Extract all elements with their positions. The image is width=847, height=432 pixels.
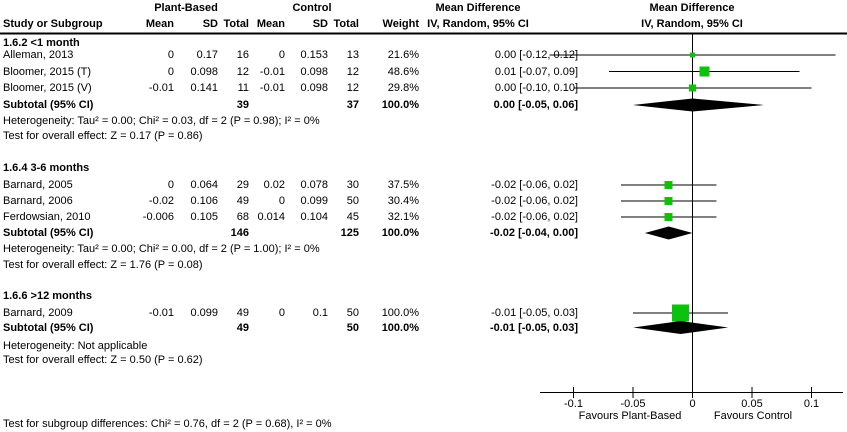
group1-header: Plant-Based xyxy=(154,2,218,14)
cell-mean1: 0 xyxy=(167,49,174,61)
axis-tick-label: -0.05 xyxy=(620,398,646,410)
cell-sd2: 0.1 xyxy=(312,307,328,319)
cell-sd2: 0.153 xyxy=(300,49,328,61)
subtotal-total2: 37 xyxy=(346,99,359,111)
subtotal-ci: 0.00 [-0.05, 0.06] xyxy=(493,99,578,111)
subtotal-weight: 100.0% xyxy=(381,99,419,111)
cell-total1: 12 xyxy=(236,65,249,78)
col-header-total1: Total xyxy=(223,18,249,30)
cell-total1: 29 xyxy=(236,179,249,191)
heterogeneity-text: Heterogeneity: Tau² = 0.00; Chi² = 0.00, df = 2 (P = 1.00); I² = 0% xyxy=(3,243,320,255)
cell-mean2: -0.01 xyxy=(259,65,285,78)
study-name: Bloomer, 2015 (T) xyxy=(3,65,92,78)
axis-tick-label: 0.1 xyxy=(803,398,820,410)
cell-sd1: 0.098 xyxy=(190,65,218,78)
effect-square xyxy=(672,305,689,322)
plot-title: Mean Difference xyxy=(649,2,735,14)
cell-ci: -0.01 [-0.05, 0.03] xyxy=(491,307,578,319)
subtotal-ci: -0.01 [-0.05, 0.03] xyxy=(489,321,578,334)
subtotal-weight: 100.0% xyxy=(381,321,419,334)
cell-mean1: -0.02 xyxy=(148,195,174,207)
col-header-sd2: SD xyxy=(312,18,328,30)
cell-mean2: 0.02 xyxy=(263,179,285,191)
effect-square xyxy=(690,53,695,58)
subtotal-diamond xyxy=(645,227,693,240)
study-name: Alleman, 2013 xyxy=(3,49,74,61)
study-name: Barnard, 2005 xyxy=(3,179,73,191)
effect-square xyxy=(665,181,673,189)
cell-sd1: 0.106 xyxy=(190,195,218,207)
cell-weight: 48.6% xyxy=(387,65,419,78)
cell-sd2: 0.078 xyxy=(300,179,328,191)
subgroup-differences-text: Test for subgroup differences: Chi² = 0.76, df = 2 (P = 0.68), I² = 0% xyxy=(3,418,332,430)
cell-mean1: -0.01 xyxy=(148,307,174,319)
cell-total2: 50 xyxy=(346,195,359,207)
cell-ci: -0.02 [-0.06, 0.02] xyxy=(491,195,578,207)
cell-mean1: -0.01 xyxy=(148,82,174,94)
cell-total1: 68 xyxy=(236,211,249,223)
overall-effect-text: Test for overall effect: Z = 0.17 (P = 0.86) xyxy=(3,130,203,142)
cell-total2: 12 xyxy=(346,65,359,78)
cell-weight: 100.0% xyxy=(381,307,419,319)
cell-mean1: 0 xyxy=(167,179,174,191)
cell-weight: 21.6% xyxy=(387,49,419,61)
cell-total2: 30 xyxy=(346,179,359,191)
cell-mean2: 0 xyxy=(278,307,285,319)
subtotal-total1: 49 xyxy=(236,321,249,334)
cell-total2: 12 xyxy=(346,82,359,94)
overall-effect-text: Test for overall effect: Z = 1.76 (P = 0.08) xyxy=(3,258,203,271)
cell-total2: 13 xyxy=(346,49,359,61)
subtotal-ci: -0.02 [-0.04, 0.00] xyxy=(489,227,578,239)
cell-ci: 0.01 [-0.07, 0.09] xyxy=(494,65,578,78)
cell-mean1: -0.006 xyxy=(142,211,174,223)
study-name: Barnard, 2006 xyxy=(3,195,73,207)
cell-ci: 0.00 [-0.10, 0.10] xyxy=(494,82,578,94)
subtotal-diamond xyxy=(633,321,728,334)
cell-total1: 49 xyxy=(236,307,249,319)
cell-ci: -0.02 [-0.06, 0.02] xyxy=(491,179,578,191)
cell-ci: 0.00 [-0.12, 0.12] xyxy=(494,49,578,61)
col-header-total2: Total xyxy=(333,18,359,30)
cell-weight: 29.8% xyxy=(387,82,419,94)
heterogeneity-text: Heterogeneity: Tau² = 0.00; Chi² = 0.03, df = 2 (P = 0.98); I² = 0% xyxy=(3,114,320,127)
cell-sd1: 0.105 xyxy=(190,211,218,223)
cell-sd1: 0.141 xyxy=(190,82,218,94)
axis-tick-label: 0.05 xyxy=(741,398,763,410)
subtotal-total1: 146 xyxy=(230,227,249,239)
cell-sd2: 0.099 xyxy=(300,195,328,207)
study-name: Bloomer, 2015 (V) xyxy=(3,82,92,94)
favours-right-label: Favours Control xyxy=(713,410,793,422)
subtotal-weight: 100.0% xyxy=(381,227,419,239)
cell-sd2: 0.098 xyxy=(300,65,328,78)
effect-square xyxy=(699,67,709,77)
effect-square xyxy=(665,213,673,221)
section-title: 1.6.2 <1 month xyxy=(3,37,80,49)
subtotal-total2: 125 xyxy=(340,227,359,239)
effect-square xyxy=(665,197,673,205)
study-name: Barnard, 2009 xyxy=(3,307,73,319)
cell-weight: 37.5% xyxy=(387,179,419,191)
cell-mean2: -0.01 xyxy=(259,82,285,94)
col-header-weight: Weight xyxy=(382,18,419,30)
col-header-study: Study or Subgroup xyxy=(3,18,103,30)
cell-sd1: 0.17 xyxy=(196,49,218,61)
col-header-sd1: SD xyxy=(202,18,218,30)
cell-sd1: 0.064 xyxy=(190,179,218,191)
cell-mean1: 0 xyxy=(167,65,174,78)
subtotal-label: Subtotal (95% CI) xyxy=(3,227,94,239)
cell-sd1: 0.099 xyxy=(190,307,218,319)
heterogeneity-text: Heterogeneity: Not applicable xyxy=(3,340,148,352)
axis-tick-label: -0.1 xyxy=(564,398,583,410)
cell-total1: 49 xyxy=(236,195,249,207)
section-title: 1.6.6 >12 months xyxy=(3,290,92,302)
cell-total1: 16 xyxy=(236,49,249,61)
subtotal-label: Subtotal (95% CI) xyxy=(3,99,94,111)
study-name: Ferdowsian, 2010 xyxy=(3,211,91,223)
cell-mean2: 0 xyxy=(278,195,285,207)
effect-column-subtitle: IV, Random, 95% CI xyxy=(427,18,529,30)
cell-weight: 32.1% xyxy=(387,211,419,223)
col-header-mean2: Mean xyxy=(256,18,285,30)
effect-square xyxy=(689,85,696,92)
cell-total1: 11 xyxy=(237,82,249,94)
subtotal-total1: 39 xyxy=(236,99,249,111)
cell-ci: -0.02 [-0.06, 0.02] xyxy=(491,211,578,223)
cell-sd2: 0.098 xyxy=(300,82,328,94)
axis-tick-label: 0 xyxy=(689,398,696,410)
cell-total2: 45 xyxy=(346,211,359,223)
plot-subtitle: IV, Random, 95% CI xyxy=(641,18,743,30)
subtotal-total2: 50 xyxy=(346,321,359,334)
cell-mean2: 0 xyxy=(278,49,285,61)
effect-column-title: Mean Difference xyxy=(435,2,521,14)
subtotal-diamond xyxy=(633,99,764,112)
favours-left-label: Favours Plant-Based xyxy=(578,410,682,422)
col-header-mean1: Mean xyxy=(145,18,174,30)
subtotal-label: Subtotal (95% CI) xyxy=(3,321,94,334)
section-title: 1.6.4 3-6 months xyxy=(3,161,90,174)
overall-effect-text: Test for overall effect: Z = 0.50 (P = 0.62) xyxy=(3,353,203,366)
cell-sd2: 0.104 xyxy=(300,211,328,223)
cell-weight: 30.4% xyxy=(387,195,419,207)
cell-mean2: 0.014 xyxy=(257,211,285,223)
cell-total2: 50 xyxy=(346,307,359,319)
group2-header: Control xyxy=(292,2,332,14)
